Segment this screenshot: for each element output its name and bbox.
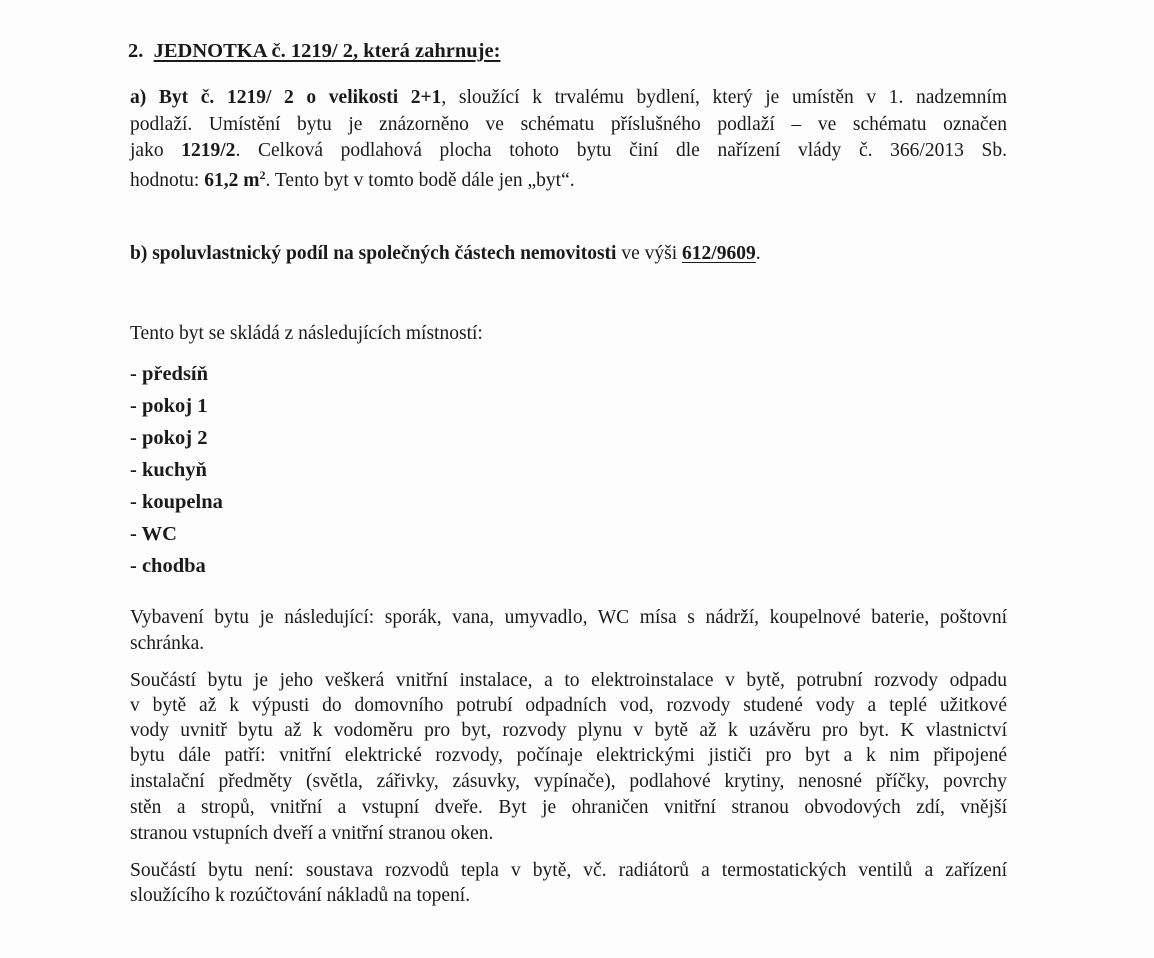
room-item: - chodba: [130, 555, 206, 577]
section-b-line: b) spoluvlastnický podíl na společných částech nemovitosti ve výši 612/9609.: [130, 243, 761, 264]
room-item: - pokoj 1: [130, 395, 208, 417]
components-line-7: stranou vstupních dveří a vnitřní stranou oken.: [130, 823, 494, 844]
section-a-line-2: podlaží. Umístění bytu je znázorněno ve schématu příslušného podlaží – ve schématu označen: [130, 114, 1007, 135]
components-line-5: instalační předměty (světla, zářivky, zásuvky, vypínače), podlahové krytiny, nenosné příčky, povrchy: [130, 771, 1007, 792]
components-line-1: Součástí bytu je jeho veškerá vnitřní instalace, a to elektroinstalace v bytě, potrubní rozvody odpadu: [130, 670, 1007, 691]
heading-number: 2.: [128, 40, 144, 62]
floor-area: 61,2 $m^2$: [204, 168, 266, 191]
section-a-line-1: a) Byt č. 1219/ 2 o velikosti 2+1, sloužící k trvalému bydlení, který je umístěn v 1. nadzemním: [130, 87, 1007, 108]
components-line-3: vody uvnitř bytu až k vodoměru pro byt, rozvody plynu v bytě až k uzávěru pro byt. K vlastnictví: [130, 720, 1007, 741]
room-item: - koupelna: [130, 491, 223, 513]
ownership-share: 612/9609: [682, 243, 756, 264]
components-line-2: v bytě až k výpusti do domovního potrubí odpadních vod, rozvody studené vody a teplé užitkové: [130, 695, 1007, 716]
section-heading: [128, 41, 500, 62]
rooms-intro: Tento byt se skládá z následujících místností:: [130, 323, 483, 344]
equipment-line-2: schránka.: [130, 633, 205, 654]
exclusions-line-2: sloužícího k rozúčtování nákladů na topení.: [130, 885, 471, 906]
unit-id: 1219/2: [181, 140, 236, 161]
room-item: - WC: [130, 523, 177, 545]
equipment-line-1: Vybavení bytu je následující: sporák, vana, umyvadlo, WC mísa s nádrží, koupelnové baterie, poštovní: [130, 607, 1007, 628]
section-a-label: a) Byt č. 1219/ 2 o velikosti 2+1: [130, 87, 442, 108]
room-item: - kuchyň: [130, 459, 207, 481]
section-b-label: b) spoluvlastnický podíl na společných částech nemovitosti: [130, 243, 617, 264]
exclusions-line-1: Součástí bytu není: soustava rozvodů tepla v bytě, vč. radiátorů a termostatických ventilů a zařízení: [130, 860, 1007, 881]
section-a-line-4: hodnotu: 61,2 $m^2$. Tento byt v tomto bodě dále jen „byt“.: [130, 168, 575, 191]
room-item: - předsíň: [130, 363, 209, 385]
section-a-line-3: jako 1219/2. Celková podlahová plocha tohoto bytu činí dle nařízení vlády č. 366/2013 Sb.: [130, 140, 1008, 161]
components-line-4: bytu dále patří: vnitřní elektrické rozvody, počínaje elektrickými jističi pro byt a k nim připojené: [130, 745, 1007, 766]
components-line-6: stěn a stropů, vnitřní a vstupní dveře. Byt je ohraničen vnitřní stranou obvodových zdí, vnější: [130, 797, 1007, 818]
heading-title: JEDNOTKA č. 1219/ 2, která zahrnuje:: [153, 40, 501, 62]
room-item: - pokoj 2: [130, 427, 208, 449]
